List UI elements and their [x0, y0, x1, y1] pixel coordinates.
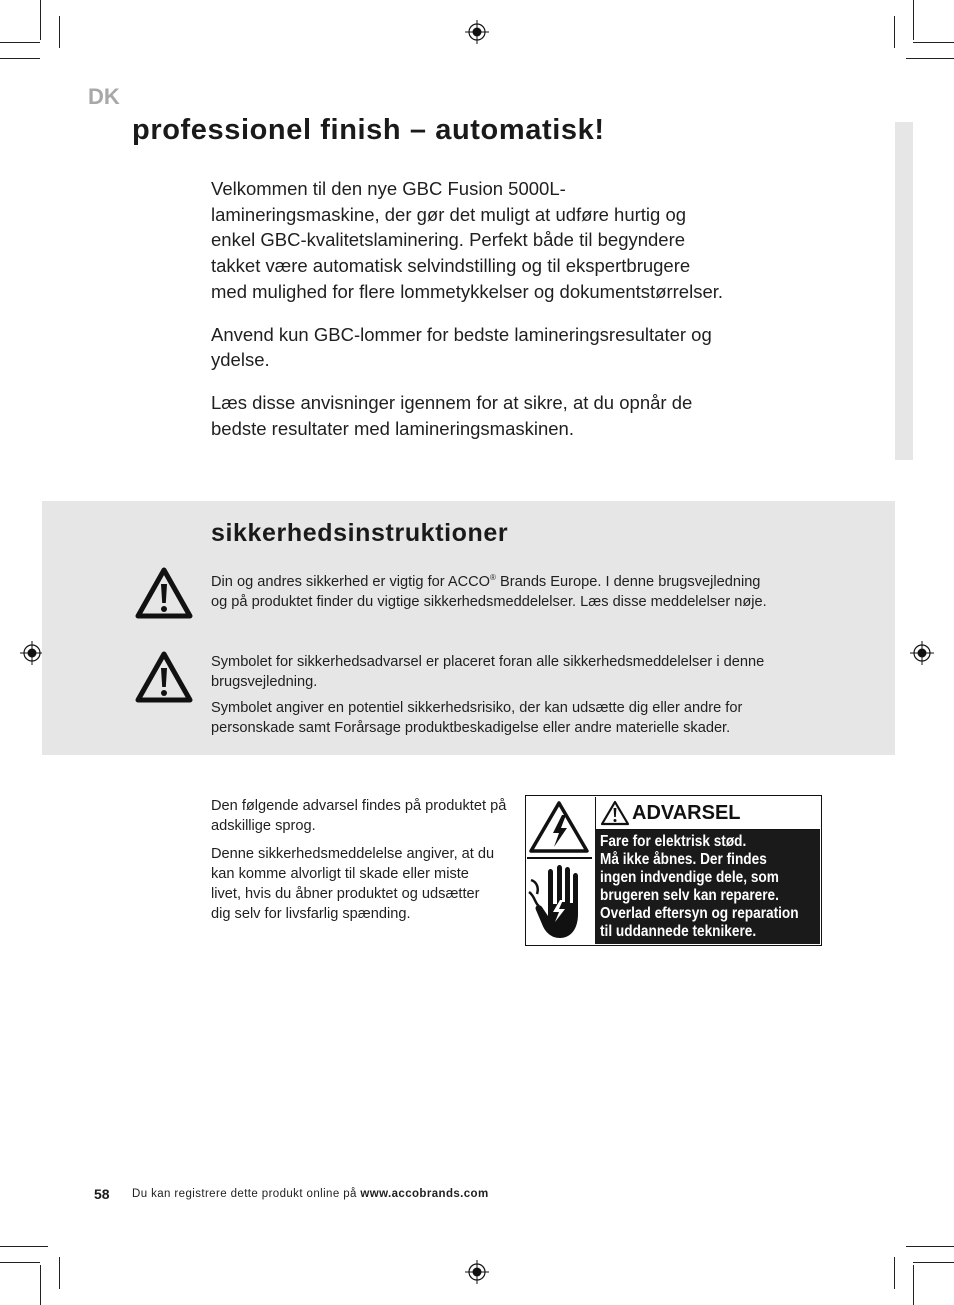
registration-mark-icon [465, 1260, 489, 1284]
warning-label-line: Må ikke åbnes. Der findes [600, 851, 767, 868]
intro-section [211, 176, 731, 458]
warning-triangle-icon [135, 567, 193, 619]
footer-registration-text: Du kan registrere dette produkt online på [132, 1188, 361, 1200]
registration-mark-icon [20, 641, 44, 665]
crop-mark [913, 0, 914, 40]
crop-mark [40, 1265, 41, 1305]
intro-paragraph: Velkommen til den nye GBC Fusion 5000L-lamineringsmaskine, der gør det muligt at udføre hurtig og enkel GBC-kvalitetslaminering. Perfekt både til begyndere takket være automatisk selvindstilling og til ekspertbrugere med mulighed for flere lommetykkelser og dokumentstørrelser. [211, 178, 724, 302]
intro-paragraph: Anvend kun GBC-lommer for bedste lamineringsresultater og ydelse. [211, 323, 712, 371]
crop-mark [913, 42, 954, 43]
crop-mark [0, 42, 40, 43]
footer-text [132, 1188, 489, 1200]
crop-mark [906, 1246, 954, 1247]
registration-mark-icon [910, 641, 934, 665]
warning-label-icons [527, 797, 592, 944]
safety-text: Brands Europe. I denne brugsvejledning og på produktet finder du vigtige sikkerhedsmeddelelser. Læs disse meddelelser nøje. [211, 573, 767, 610]
warning-label-line: Overlad eftersyn og reparation [600, 905, 799, 922]
safety-text: Symbolet for sikkerhedsadvarsel er placeret foran alle sikkerhedsmeddelelser i denne brugsvejledning. [211, 654, 765, 690]
warning-info-text [211, 796, 516, 924]
warning-info-paragraph: Den følgende advarsel findes på produktet på adskillige sprog. [211, 798, 507, 834]
warning-label-line: brugeren selv kan reparere. [600, 887, 779, 904]
crop-mark [40, 0, 41, 40]
warning-label-line: ingen indvendige dele, som [600, 869, 779, 886]
crop-mark [0, 58, 40, 59]
page-title: professionel finish – automatisk! [132, 114, 605, 146]
crop-mark [913, 1262, 954, 1263]
warning-triangle-icon [600, 800, 630, 826]
electric-shock-hand-icon [527, 858, 592, 944]
registration-mark-icon [465, 20, 489, 44]
language-code: DK [88, 84, 120, 109]
crop-mark [59, 16, 60, 48]
safety-title: sikkerhedsinstruktioner [211, 519, 509, 547]
side-tab-marker [895, 122, 913, 460]
warning-label-line: til uddannede teknikere. [600, 923, 757, 940]
crop-mark [906, 58, 954, 59]
crop-mark [894, 16, 895, 48]
lightning-triangle-icon [527, 797, 592, 857]
registered-mark: ® [490, 573, 496, 582]
crop-mark [0, 1262, 40, 1263]
page-number: 58 [94, 1186, 110, 1202]
crop-mark [0, 1246, 48, 1247]
crop-mark [913, 1265, 914, 1305]
warning-label-line: Fare for elektrisk stød. [600, 833, 747, 850]
safety-text: Din og andres sikkerhed er vigtig for ACCO [211, 573, 491, 590]
warning-label-header [595, 797, 820, 830]
intro-paragraph: Læs disse anvisninger igennem for at sikre, at du opnår de bedste resultater med lamineringsmaskinen. [211, 391, 693, 439]
warning-label-body [595, 830, 820, 944]
warning-label-title: ADVARSEL [632, 802, 741, 824]
crop-mark [894, 1257, 895, 1289]
safety-text: Symbolet angiver en potentiel sikkerhedsrisiko, der kan udsætte dig eller andre for personskade samt Forårsage produktbeskadigelse eller andre materielle skader. [211, 700, 743, 736]
warning-info-paragraph: Denne sikkerhedsmeddelelse angiver, at du kan komme alvorligt til skade eller miste livet, hvis du åbner produktet og udsætter dig selv for livsfarlig spænding. [211, 846, 495, 922]
safety-text-block [211, 568, 771, 612]
footer-link[interactable]: www.accobrands.com [360, 1188, 489, 1200]
crop-mark [59, 1257, 60, 1289]
warning-triangle-icon [135, 651, 193, 703]
safety-text-block [211, 652, 796, 738]
